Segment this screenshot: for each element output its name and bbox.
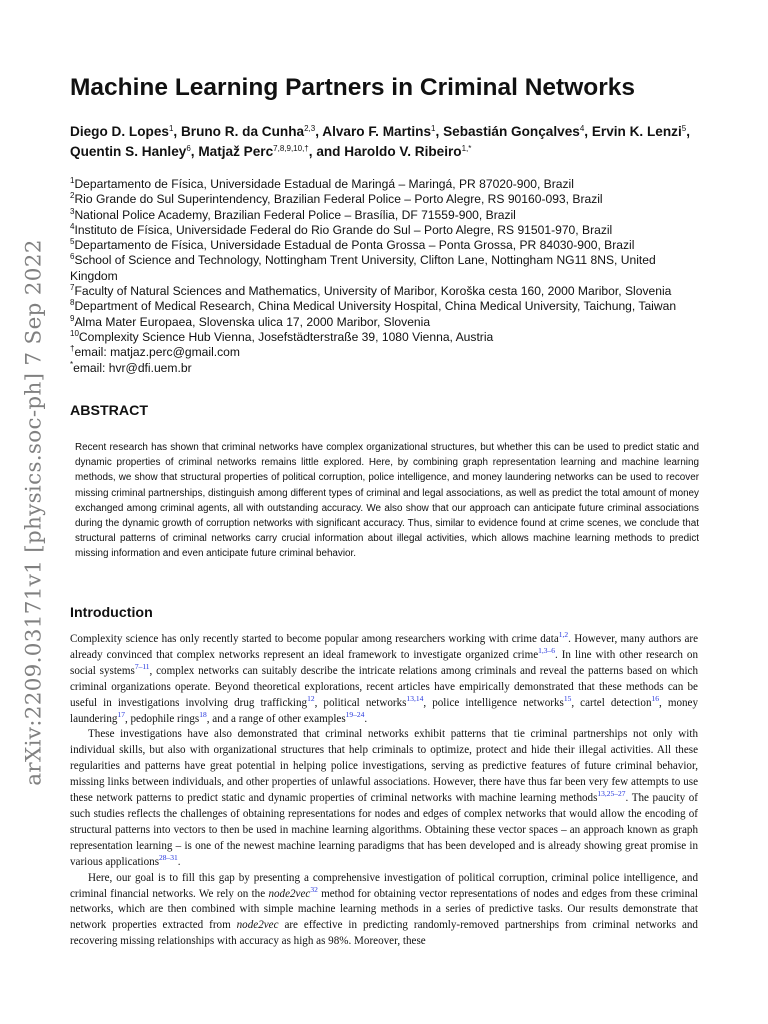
method-name: node2vec [268, 887, 311, 900]
author-affiliation-mark: 1 [431, 124, 436, 133]
affiliation [70, 192, 702, 207]
affiliation [70, 208, 702, 223]
citation-ref: 7–11 [134, 661, 150, 671]
affiliation-text: Departamento de Física, Universidade Estadual de Maringá – Maringá, PR 87020-900, Brazil [74, 177, 574, 191]
affiliation-text: Alma Mater Europaea, Slovenska ulica 17, 2000 Maribor, Slovenia [74, 314, 431, 329]
paragraph-text: are effective in predicting randomly-removed partnerships from criminal networks and recovering missing relationships with accuracy as high as 98%. Moreover, these [70, 919, 698, 948]
author-name: Haroldo V. Ribeiro [344, 144, 462, 159]
paragraph-text: . [177, 855, 181, 868]
affiliation-text: Instituto de Física, Universidade Federal do Rio Grande do Sul – Porto Alegre, RS 91501-970, Brazil [74, 222, 613, 237]
paragraph-text: , political networks [314, 696, 407, 709]
citation-ref: 16 [651, 693, 659, 703]
author-name: Bruno R. da Cunha [180, 124, 305, 139]
email-text: email: matjaz.perc@gmail.com [74, 345, 240, 360]
body-paragraph [70, 632, 698, 727]
paragraph-text: , police intelligence networks [423, 696, 564, 709]
affiliation-number: 1 [70, 176, 75, 185]
affiliation-text: Complexity Science Hub Vienna, Josefstädterstraße 39, 1080 Vienna, Austria [78, 329, 494, 344]
affiliation-number: 6 [70, 252, 75, 262]
author-name: Quentin S. Hanley [70, 144, 187, 159]
affiliation-number: 10 [70, 328, 79, 338]
body-paragraph [70, 727, 698, 870]
author-affiliation-mark: 1 [168, 124, 174, 133]
citation-ref: 1,3–6 [538, 645, 555, 655]
author-name: Alvaro F. Martins [322, 124, 432, 139]
author-affiliation-mark: 2,3 [304, 124, 316, 133]
body-paragraph [70, 871, 698, 951]
paragraph-text: . In line with other research on social systems [70, 648, 698, 677]
paragraph-text: , cartel detection [571, 696, 652, 709]
paragraph-text: , complex networks can suitably describe the intricate relations among criminals and reveal the patterns based on which criminal organizations operate. Beyond theoretical explorations, recent articles have empirically demonstrated that these methods can be useful in investigations involving drug trafficking [70, 664, 698, 709]
email-line [70, 345, 702, 360]
introduction-body [70, 632, 698, 950]
affiliation [70, 253, 702, 284]
author-list: Diego D. Lopes$^1$, Bruno R. da Cunha$^{2,3}$, Alvaro F. Martins$^1$, Sebastián Gonçalves$^4$, Ervin K. Lenzi$^5$, Quentin S. Hanley$^6$, Matjaž Perc$^{7,8,9,10,\dagger}$, and Haroldo V. Ribeiro$^{1,*}$ [70, 124, 690, 159]
author-name: Sebastián Gonçalves [443, 124, 580, 139]
affiliation-number: 4 [70, 221, 75, 231]
email-text: email: hvr@dfi.uem.br [73, 360, 192, 375]
affiliation-number: 3 [70, 206, 75, 216]
affiliation-text: Rio Grande do Sul Superintendency, Brazilian Federal Police – Porto Alegre, RS 90160-093, Brazil [74, 192, 603, 207]
citation-ref: 1,2 [558, 630, 569, 639]
author-affiliation-mark: 4 [579, 124, 585, 133]
affiliation-text: School of Science and Technology, Nottingham Trent University, Clifton Lane, Nottingham NG11 8NS, United Kingdom [70, 253, 656, 283]
affiliation-number: 7 [70, 283, 75, 293]
method-name: node2vec [236, 919, 279, 932]
author-conjunction: and [316, 144, 341, 159]
abstract-heading: ABSTRACT [70, 403, 149, 419]
affiliation [70, 238, 702, 253]
paragraph-text: . However, many authors are already convinced that complex networks represent an ideal framework to investigate organized crime [70, 633, 699, 661]
affiliation [70, 299, 702, 314]
arxiv-sidebar [14, 0, 54, 1024]
affiliation-text: National Police Academy, Brazilian Federal Police – Brasília, DF 71559-900, Brazil [74, 207, 516, 222]
affiliation [70, 315, 702, 330]
citation-ref: 15 [563, 693, 572, 703]
affiliation-text: Faculty of Natural Sciences and Mathematics, University of Maribor, Koroška cesta 160, 2000 Maribor, Slovenia [74, 284, 672, 299]
author-name: Ervin K. Lenzi [591, 124, 682, 139]
paragraph-text: These investigations have also demonstrated that criminal networks exhibit patterns that tie criminal partnerships not only with individual skills, but also with organizational structures that help criminals to optimize, protect and hide their illegal activities. All these regularities and patterns have great potential in helping police investigations, serving as predictive features of future criminal behavior, missing links between individuals, and other properties of unlawful associations. However, there have thus far been very few attempts to use these network patterns to predict static and dynamic properties of criminal networks with machine learning methods [70, 728, 698, 805]
paragraph-text: , pedophile rings [124, 712, 200, 725]
affiliation-text: Department of Medical Research, China Medical University Hospital, China Medical University, Taichung, Taiwan [74, 299, 677, 314]
affiliation [70, 330, 702, 345]
paragraph-text: Complexity science has only recently started to become popular among researchers working with crime data [70, 633, 559, 645]
citation-ref: 18 [199, 709, 207, 719]
citation-ref: 32 [310, 884, 318, 894]
affiliation [70, 177, 702, 192]
affiliation-number: 2 [70, 191, 75, 201]
affiliation-number: 9 [70, 313, 75, 323]
author-name: Diego D. Lopes [70, 124, 169, 139]
email-line [70, 361, 702, 376]
introduction-heading: Introduction [70, 605, 153, 621]
author-affiliation-mark: 5 [681, 124, 687, 133]
author-affiliation-mark: 6 [186, 144, 191, 153]
citation-ref: 13,25–27 [597, 789, 626, 799]
paper-title: Machine Learning Partners in Criminal Networks [70, 74, 636, 101]
affiliation [70, 223, 702, 238]
citation-ref: 28–31 [159, 852, 178, 862]
email-mark: * [70, 359, 74, 369]
citation-ref: 13,14 [406, 693, 424, 703]
paragraph-text: . [364, 712, 368, 725]
affiliation-list [70, 177, 702, 376]
affiliation-number: 5 [70, 237, 75, 247]
citation-ref: 17 [117, 709, 125, 719]
citation-ref: 12 [307, 693, 315, 703]
author-affiliation-mark: 1,* [461, 144, 472, 153]
paragraph-text: , money laundering [70, 696, 699, 725]
email-mark: † [70, 344, 75, 354]
paragraph-text: . The paucity of such studies reflects the challenges of obtaining representations for nodes and edges of complex networks that would allow the encoding of structural patterns into vectors to then be used in machine learning algorithms. Obtaining these vector spaces – an approach known as graph representation learning – is one of the newest machine learning paradigms that has been developed and is already showing great promise in various applications [70, 792, 698, 868]
arxiv-identifier: arXiv:2209.03171v1 [physics.soc-ph] 7 Sep 2022 [21, 238, 47, 786]
citation-ref: 19–24 [345, 709, 365, 719]
author-affiliation-mark: 7,8,9,10,† [273, 144, 309, 153]
paragraph-text: method for obtaining vector representations of nodes and edges from these criminal networks, which are then combined with simple machine learning methods in a series of predictive tasks. Our results demonstrate that network properties extracted from [70, 887, 698, 932]
author-name: Matjaž Perc [198, 144, 274, 159]
affiliation-text: Departamento de Física, Universidade Estadual de Ponta Grossa – Ponta Grossa, PR 84030-900, Brazil [74, 238, 635, 253]
affiliation-number: 8 [70, 298, 75, 308]
paragraph-text: Here, our goal is to fill this gap by presenting a comprehensive investigation of political corruption, criminal police intelligence, and criminal financial networks. We rely on the [70, 871, 698, 900]
paragraph-text: , and a range of other examples [206, 712, 346, 725]
affiliation [70, 284, 702, 299]
abstract-text: Recent research has shown that criminal networks have complex organizational structures, but whether this can be used to predict static and dynamic properties of criminal networks remains little explored. Here, by combining graph representation learning and machine learning methods, we show that structural properties of political corruption, police intelligence, and money laundering networks can be used to recover missing criminal partnerships, distinguish among different types of criminal and legal associations, as well as predict the total amount of money exchanged among criminal agents, all with outstanding accuracy. We also show that our approach can anticipate future criminal associations during the dynamic growth of corruption networks with significant accuracy. Thus, similar to evidence found at crime scenes, we conclude that structural patterns of criminal networks carry crucial information about illegal activities, which allows machine learning methods to predict missing information and even anticipate future criminal behavior. [75, 442, 699, 560]
